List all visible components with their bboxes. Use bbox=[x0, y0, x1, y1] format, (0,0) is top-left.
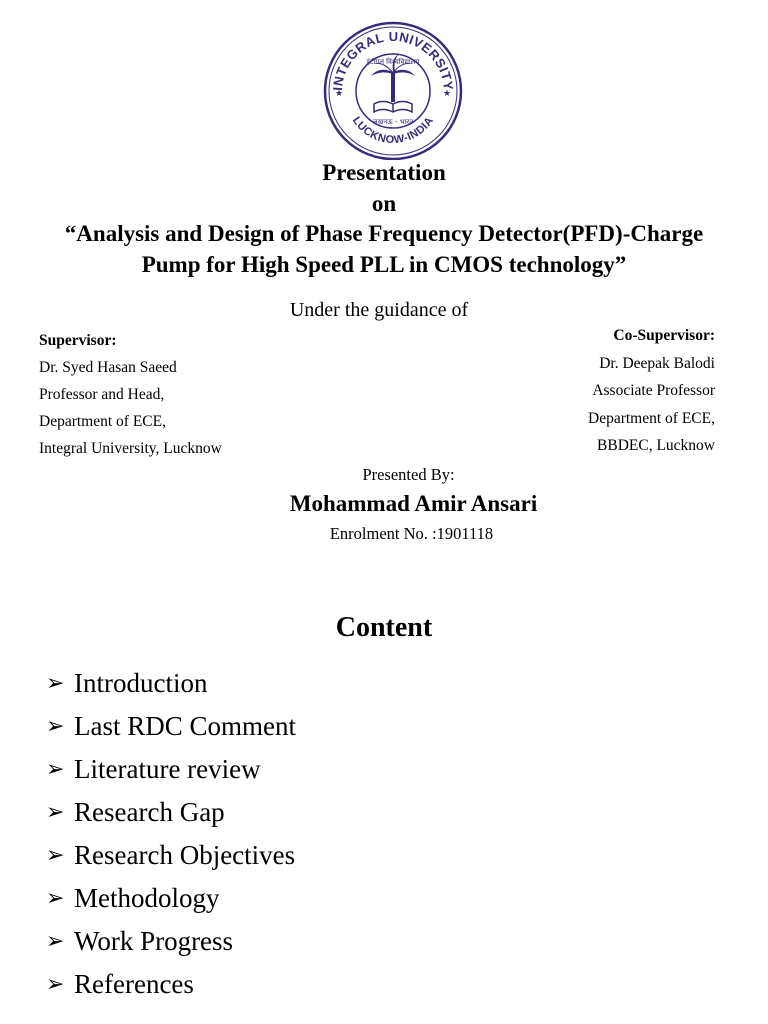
co-supervisor-department: Department of ECE, bbox=[588, 409, 715, 427]
supervisor-name: Dr. Syed Hasan Saeed bbox=[39, 359, 177, 376]
logo-hindi-bottom-text: लखनऊ - भारत bbox=[372, 118, 414, 126]
presented-by-label: Presented By: bbox=[362, 465, 455, 484]
list-item-label: Research Objectives bbox=[74, 840, 296, 870]
arrow-bullet-icon: ➢ bbox=[46, 671, 65, 696]
list-item bbox=[46, 835, 296, 878]
supervisor-institute: Integral University, Lucknow bbox=[39, 440, 222, 457]
enrolment-number: Enrolment No. :1901118 bbox=[329, 524, 494, 543]
co-supervisor-institute: BBDEC, Lucknow bbox=[597, 437, 715, 454]
list-item bbox=[46, 792, 296, 835]
list-item-label: Last RDC Comment bbox=[74, 711, 296, 741]
title-line-2: on bbox=[371, 190, 397, 216]
list-item bbox=[46, 878, 296, 921]
list-item-label: Methodology bbox=[74, 883, 220, 913]
list-item bbox=[46, 706, 296, 749]
content-list bbox=[46, 663, 296, 1007]
co-supervisor-heading: Co-Supervisor: bbox=[613, 327, 715, 344]
content-heading: Content bbox=[335, 612, 433, 643]
arrow-bullet-icon: ➢ bbox=[46, 972, 65, 997]
logo-bottom-text: LUCKNOW-INDIA bbox=[349, 114, 437, 147]
guidance-heading bbox=[0, 299, 758, 322]
title-line-3: “Analysis and Design of Phase Frequency Detector(PFD)-Charge bbox=[64, 221, 704, 246]
title-line-1: Presentation bbox=[322, 160, 446, 185]
co-supervisor-block bbox=[588, 322, 715, 460]
logo-star-icon: ★ bbox=[335, 89, 344, 99]
list-item-label: References bbox=[74, 969, 194, 999]
list-item-label: Literature review bbox=[74, 754, 261, 784]
arrow-bullet-icon: ➢ bbox=[46, 886, 65, 911]
logo-hindi-text: इंटीग्रल विश्वविद्यालय bbox=[366, 58, 420, 66]
list-item bbox=[46, 964, 296, 1007]
presenter-name: Mohammad Amir Ansari bbox=[289, 491, 538, 516]
arrow-bullet-icon: ➢ bbox=[46, 929, 65, 954]
open-book-icon bbox=[374, 102, 412, 113]
guidance-text: Under the guidance of bbox=[289, 299, 469, 321]
list-item bbox=[46, 921, 296, 964]
list-item bbox=[46, 749, 296, 792]
arrow-bullet-icon: ➢ bbox=[46, 800, 65, 825]
list-item-label: Research Gap bbox=[74, 797, 225, 827]
logo-top-text: INTEGRAL UNIVERSITY bbox=[329, 28, 457, 92]
presentation-title bbox=[0, 158, 768, 280]
supervisor-heading: Supervisor: bbox=[39, 332, 117, 349]
list-item-label: Introduction bbox=[74, 668, 208, 698]
list-item bbox=[46, 663, 296, 706]
title-line-4: Pump for High Speed PLL in CMOS technology” bbox=[141, 251, 627, 277]
university-logo bbox=[322, 20, 464, 160]
arrow-bullet-icon: ➢ bbox=[46, 843, 65, 868]
logo-star-icon: ★ bbox=[443, 89, 452, 99]
list-item-label: Work Progress bbox=[74, 926, 234, 956]
supervisor-block bbox=[39, 327, 222, 462]
arrow-bullet-icon: ➢ bbox=[46, 757, 65, 782]
supervisor-department: Department of ECE, bbox=[39, 413, 166, 430]
supervisor-designation: Professor and Head, bbox=[39, 386, 165, 403]
arrow-bullet-icon: ➢ bbox=[46, 714, 65, 739]
co-supervisor-designation: Associate Professor bbox=[592, 382, 715, 399]
co-supervisor-name: Dr. Deepak Balodi bbox=[599, 354, 715, 372]
